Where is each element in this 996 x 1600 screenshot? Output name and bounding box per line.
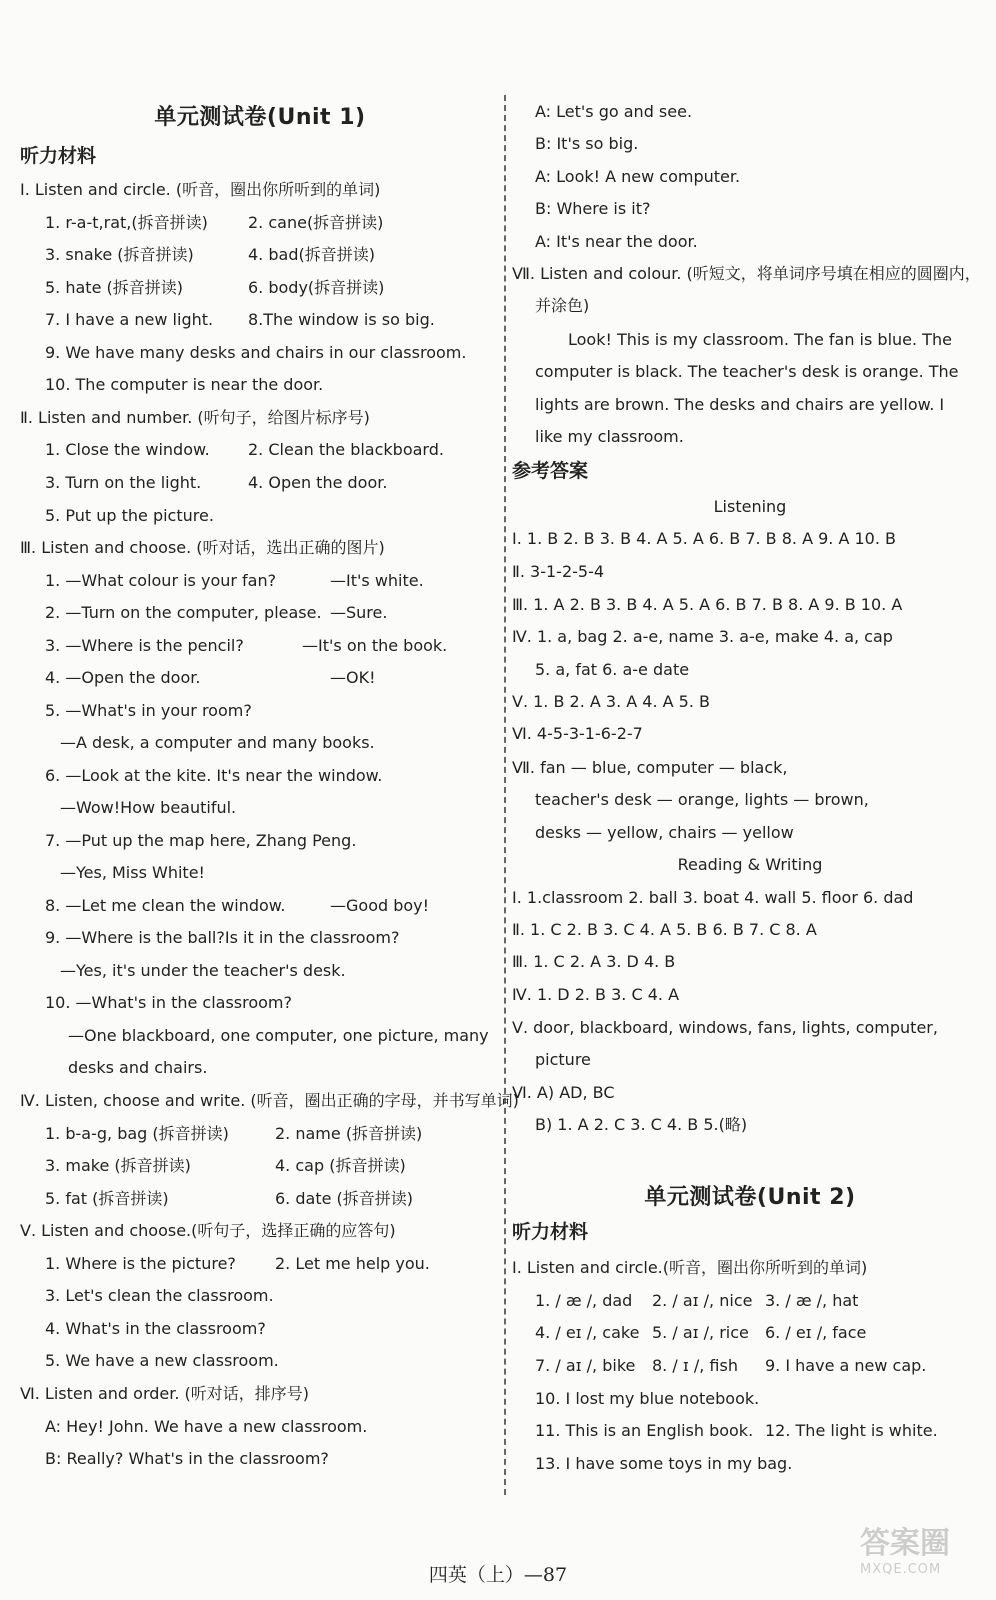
list-item: 4. Open the door. — [248, 473, 388, 492]
list-item: A: It's near the door. — [535, 232, 698, 251]
list-item: —Sure. — [330, 603, 388, 622]
list-item: 3. make (拆音拼读) — [45, 1156, 191, 1175]
list-item: 10. The computer is near the door. — [45, 375, 324, 394]
list-item: 5. Put up the picture. — [45, 506, 214, 525]
list-item: 13. I have some toys in my bag. — [535, 1454, 793, 1473]
section-2-heading: Ⅱ. Listen and number. (听句子，给图片标序号) — [20, 408, 370, 427]
answer-line: Ⅱ. 1. C 2. B 3. C 4. A 5. B 6. B 7. C 8. A — [512, 920, 817, 939]
watermark-url: MXQE.COM — [860, 1562, 942, 1577]
answer-line: Ⅲ. 1. A 2. B 3. B 4. A 5. A 6. B 7. B 8. A 9. B 10. A — [512, 595, 903, 614]
passage-line: lights are brown. The desks and chairs are yellow. I — [535, 395, 945, 414]
list-item: 5. fat (拆音拼读) — [45, 1189, 169, 1208]
list-item: 7. I have a new light. — [45, 310, 214, 329]
reading-writing-subheading: Reading & Writing — [677, 855, 823, 874]
list-item: 10. —What's in the classroom? — [45, 993, 293, 1012]
list-item: 2. name (拆音拼读) — [275, 1124, 423, 1143]
answer-line: teacher's desk — orange, lights — brown, — [535, 790, 869, 809]
list-item: 2. Clean the blackboard. — [248, 440, 444, 459]
answer-line: Ⅶ. fan — blue, computer — black, — [512, 758, 788, 777]
list-item: B: Really? What's in the classroom? — [45, 1449, 329, 1468]
list-item: 5. —What's in your room? — [45, 701, 252, 720]
list-item: 8. —Let me clean the window. — [45, 896, 286, 915]
list-item: 1. r-a-t,rat,(拆音拼读) — [45, 213, 208, 232]
list-item: 8.The window is so big. — [248, 310, 435, 329]
list-item: 5. hate (拆音拼读) — [45, 278, 183, 297]
list-item: B: Where is it? — [535, 199, 651, 218]
unit1-title: 单元测试卷(Unit 1) — [154, 105, 366, 130]
list-item: 2. / aɪ /, nice — [652, 1291, 753, 1310]
page-footer: 四英（上）—87 — [428, 1564, 568, 1586]
list-item: —It's on the book. — [302, 636, 448, 655]
answers-heading: 参考答案 — [512, 460, 589, 482]
answer-line: Ⅲ. 1. C 2. A 3. D 4. B — [512, 952, 676, 971]
answer-line: Ⅰ. 1. B 2. B 3. B 4. A 5. A 6. B 7. B 8. A 9. A 10. B — [512, 529, 896, 548]
list-item: 2. —Turn on the computer, please. — [45, 603, 322, 622]
answer-line: Ⅱ. 3-1-2-5-4 — [512, 562, 605, 581]
unit2-title: 单元测试卷(Unit 2) — [644, 1185, 856, 1210]
list-item: 5. We have a new classroom. — [45, 1351, 279, 1370]
list-item: 2. Let me help you. — [275, 1254, 430, 1273]
answer-line: Ⅵ. 4-5-3-1-6-2-7 — [512, 724, 643, 743]
list-item: A: Let's go and see. — [535, 102, 693, 121]
answer-line: Ⅴ. door, blackboard, windows, fans, lights, computer, — [512, 1018, 938, 1037]
list-item: 10. I lost my blue notebook. — [535, 1389, 760, 1408]
list-item: 6. / eɪ /, face — [765, 1323, 867, 1342]
answer-line: desks — yellow, chairs — yellow — [535, 823, 794, 842]
list-item: A: Look! A new computer. — [535, 167, 741, 186]
list-item: —Yes, Miss White! — [60, 863, 205, 882]
list-item: 3. —Where is the pencil? — [45, 636, 244, 655]
list-item: A: Hey! John. We have a new classroom. — [45, 1417, 368, 1436]
passage-line: Look! This is my classroom. The fan is blue. The — [568, 330, 952, 349]
list-item: 3. snake (拆音拼读) — [45, 245, 194, 264]
answer-line: 5. a, fat 6. a-e date — [535, 660, 690, 679]
list-item: 6. —Look at the kite. It's near the window. — [45, 766, 383, 785]
list-item: 4. / eɪ /, cake — [535, 1323, 640, 1342]
list-item: desks and chairs. — [68, 1058, 208, 1077]
list-item: 4. What's in the classroom? — [45, 1319, 266, 1338]
section-3-heading: Ⅲ. Listen and choose. (听对话，选出正确的图片) — [20, 538, 385, 557]
list-item: 7. / aɪ /, bike — [535, 1356, 636, 1375]
list-item: 12. The light is white. — [765, 1421, 938, 1440]
list-item: 8. / ɪ /, fish — [652, 1356, 738, 1375]
list-item: —It's white. — [330, 571, 424, 590]
section-5-heading: Ⅴ. Listen and choose.(听句子，选择正确的应答句) — [20, 1221, 396, 1240]
section-4-heading: Ⅳ. Listen, choose and write. (听音，圈出正确的字母，并书写单词) — [20, 1091, 519, 1110]
list-item: 9. —Where is the ball?Is it in the classroom? — [45, 928, 400, 947]
list-item: —Good boy! — [330, 896, 430, 915]
section-6-heading: Ⅵ. Listen and order. (听对话，排序号) — [20, 1384, 310, 1403]
answer-line: picture — [535, 1050, 591, 1069]
list-item: 9. We have many desks and chairs in our classroom. — [45, 343, 467, 362]
watermark-mark: 答案圈 — [860, 1526, 950, 1561]
listening-material-heading-2: 听力材料 — [512, 1221, 589, 1243]
listening-subheading: Listening — [713, 497, 787, 516]
list-item: —One blackboard, one computer, one picture, many — [68, 1026, 489, 1045]
list-item: 1. Close the window. — [45, 440, 210, 459]
list-item: 7. —Put up the map here, Zhang Peng. — [45, 831, 357, 850]
list-item: 11. This is an English book. — [535, 1421, 754, 1440]
list-item: —Wow!How beautiful. — [60, 798, 237, 817]
list-item: 5. / aɪ /, rice — [652, 1323, 749, 1342]
answer-line: Ⅵ. A) AD, BC — [512, 1083, 615, 1102]
list-item: —OK! — [330, 668, 376, 687]
list-item: 6. date (拆音拼读) — [275, 1189, 414, 1208]
answer-line: Ⅰ. 1.classroom 2. ball 3. boat 4. wall 5. floor 6. dad — [512, 888, 914, 907]
passage-line: like my classroom. — [535, 427, 684, 446]
list-item: 9. I have a new cap. — [765, 1356, 927, 1375]
list-item: —Yes, it's under the teacher's desk. — [60, 961, 346, 980]
passage-line: computer is black. The teacher's desk is orange. The — [535, 362, 959, 381]
list-item: 3. / æ /, hat — [765, 1291, 859, 1310]
answer-line: B) 1. A 2. C 3. C 4. B 5.(略) — [535, 1115, 748, 1134]
section-1-heading: Ⅰ. Listen and circle.(听音，圈出你所听到的单词) — [512, 1258, 868, 1277]
section-1-heading: Ⅰ. Listen and circle. (听音，圈出你所听到的单词) — [20, 180, 381, 199]
list-item: 1. / æ /, dad — [535, 1291, 633, 1310]
list-item: 1. —What colour is your fan? — [45, 571, 277, 590]
column-divider — [504, 95, 506, 1495]
section-7-heading: Ⅶ. Listen and colour. (听短文，将单词序号填在相应的圆圈内， — [512, 264, 981, 283]
list-item: 4. bad(拆音拼读) — [248, 245, 375, 264]
list-item: 6. body(拆音拼读) — [248, 278, 385, 297]
list-item: 1. Where is the picture? — [45, 1254, 236, 1273]
list-item: 2. cane(拆音拼读) — [248, 213, 384, 232]
list-item: 3. Turn on the light. — [45, 473, 202, 492]
list-item: B: It's so big. — [535, 134, 639, 153]
watermark-logo — [860, 1518, 990, 1588]
listening-material-heading: 听力材料 — [20, 145, 97, 167]
answer-line: Ⅳ. 1. D 2. B 3. C 4. A — [512, 985, 680, 1004]
list-item: 并涂色) — [535, 296, 590, 315]
answer-line: Ⅳ. 1. a, bag 2. a-e, name 3. a-e, make 4. a, cap — [512, 627, 893, 646]
list-item: 4. cap (拆音拼读) — [275, 1156, 406, 1175]
list-item: 1. b-a-g, bag (拆音拼读) — [45, 1124, 229, 1143]
answer-line: Ⅴ. 1. B 2. A 3. A 4. A 5. B — [512, 692, 711, 711]
list-item: —A desk, a computer and many books. — [60, 733, 375, 752]
list-item: 3. Let's clean the classroom. — [45, 1286, 274, 1305]
list-item: 4. —Open the door. — [45, 668, 201, 687]
